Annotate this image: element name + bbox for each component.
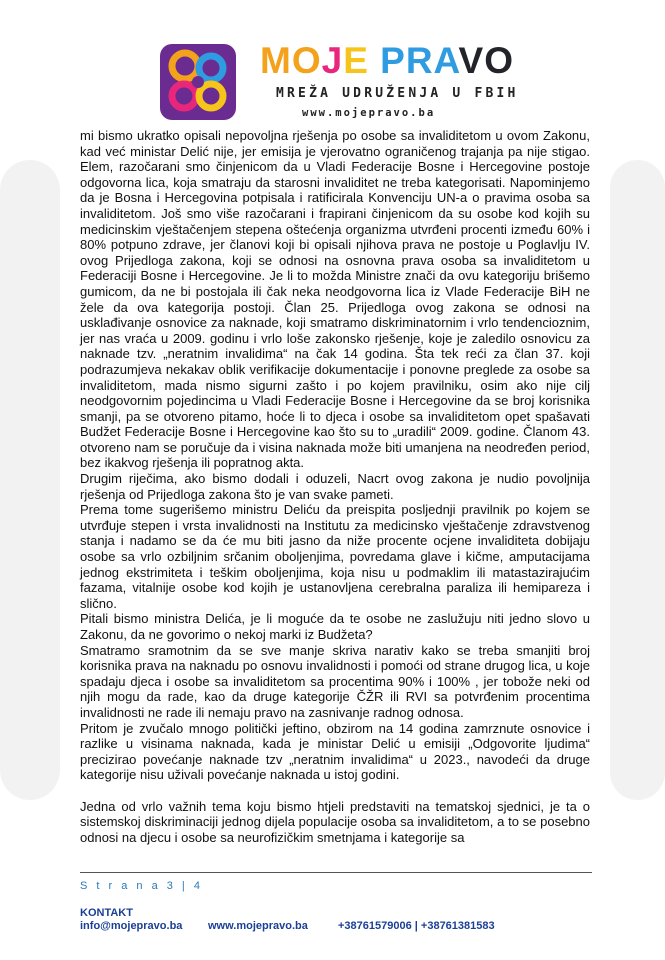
paragraph: Pitali bismo ministra Delića, je li moguće da te osobe ne zaslužuju niti jedno slovo u Zakonu, da ne govorimo o nekoj marki iz Budžeta? — [80, 611, 590, 642]
brand-tagline: MREŽA UDRUŽENJA U FBIH — [276, 86, 519, 101]
contact-title: KONTAKT — [80, 907, 133, 919]
watermark-right — [610, 160, 665, 800]
contact-website[interactable]: www.mojepravo.ba — [208, 920, 308, 932]
document-body — [80, 128, 590, 845]
contact-phones: +38761579006 | +38761381583 — [338, 920, 495, 932]
paragraph: Smatramo sramotnim da se sve manje skriva narativ kako se treba smanjiti broj korisnika prava na naknadu po osnovu invalidnosti i pomoći od strane drugog lica, u koje spadaju djeca i osobe sa invaliditetom sa procentima 90% i 100% , jer tobože neki od njih mogu da rade, kao da druge kategorije ČŽR ili RVI sa potvrđenim procentima invalidnosti ne rade ili nemaju pravo na zasnivanje radnog odnosa. — [80, 642, 590, 720]
puzzle-logo-icon — [160, 44, 236, 120]
contact-email[interactable]: info@mojepravo.ba — [80, 920, 183, 932]
paragraph: Pritom je zvučalo mnogo politički jeftino, obzirom na 14 godina zamrznute osnovice i razlike u visinama naknada, kada je ministar Delić u emisiji „Odgovorite ljudima“ precizirao povećanje naknade tzv „neratnim invalidima“ u 2023., navodeći da druge kategorije nisu uživali povećanje naknada u istoj godini. — [80, 720, 590, 783]
contact-line — [80, 920, 600, 932]
footer-divider — [80, 872, 592, 873]
brand-name: MOJE PRAVO — [260, 40, 514, 81]
paragraph: Prema tome sugerišemo ministru Deliću da preispita posljednji pravilnik po kojem se utvrđuje stepen i vrsta invalidnosti na Institutu za medicinsko vještačenje zdravstvenog stanja i nadamo se da će mu biti jasno da niže procente ocjene invaliditeta dobijaju osobe sa vrlo ozbiljnim srčanim oboljenjima, povredama glave i kičme, amputacijama jednog ekstrimiteta i teškim oboljenjima, koja nisu u podmaklim ili matastazirajućim fazama, vitalnije osobe kod kojih je ustanovljena cerebralna paraliza ili hemipareza i slično. — [80, 502, 590, 611]
watermark-left — [0, 160, 60, 800]
letterhead — [0, 0, 665, 128]
paragraph: mi bismo ukratko opisali nepovoljna rješenja po osobe sa invaliditetom u ovom Zakonu, kad već ministar Delić nije, jer emisija je vjerovatno ograničenog trajanja pa nije stigao. Elem, razočarani smo činjenicom da u Vladi Federacije Bosne i Hercegovine postoje odgovorna lica, koja smatraju da starosni invaliditet ne treba kategorisati. Napominjemo da je Bosna i Hercegovina potpisala i ratificirala Konvenciju UN-a o pravima osoba sa invaliditetom. Još smo više razočarani i frapirani činjenicom da su osobe kod kojih su medicinskim vještačenjem stepena oštećenja organizma utvrđeni procenti između 60% i 80% potpuno zdrave, jer članovi koji bi opisali njihova prava ne postoje u Poglavlju IV. ovog Prijedloga zakona, koji se odnosi na osnovna prava osoba sa invaliditetom u Federaciji Bosne i Hercegovine. Je li to možda Ministre znači da ovu kategoriju brišemo gumicom, da ne bi postojala ili čak neka neodgovorna lica iz Vlade Federacije BiH ne žele da ova kategorija postoji. Član 25. Prijedloga ovog zakona se odnosi na usklađivanje osnovice za naknade, koji smatramo diskriminatornim i vrlo tendencioznim, jer nas vraća u 2009. godinu i vrlo loše zakonsko rješenje, koje je zaledilo osnovicu za naknade tzv. „neratnim invalidima“ na čak 14 godina. Šta tek reći za član 37. koji podrazumjeva nekakav oblik verifikacije dokumentacije i ponovne preglede za osobe sa invaliditetom, mada nismo sigurni zašto i po kojem pravilniku, osim ako nije cilj neodgovornim pojedincima u Vladi Federacije Bosne i Hercegovine da se broj korisnika smanji, pa se otvoreno pitamo, hoće li to djeca i osobe sa invaliditetom opet spašavati Budžet Federacije Bosne i Hercegovine kao što su to „uradili“ 2009. godine. Članom 43. otvoreno nam se poručuje da i visina naknada može biti umanjena na neodređen period, bez ikakvog rješenja ili popratnog akta. — [80, 128, 590, 471]
paragraph: Jedna od vrlo važnih tema koju bismo htjeli predstaviti na tematskoj sjednici, je ta o sistemskoj diskriminaciji jednog dijela populacije osoba sa invaliditetom, a to se posebno odnosi na djecu i osobe sa neurofizičkim smetnjama i kategorije sa — [80, 798, 590, 845]
page-number: S t r a n a 3 | 4 — [80, 880, 203, 892]
header-website: www.mojepravo.ba — [302, 107, 436, 119]
paragraph: Drugim riječima, ako bismo dodali i oduzeli, Nacrt ovog zakona je nudio povoljnija rješenja od Prijedloga zakona što je van svake pameti. — [80, 471, 590, 502]
